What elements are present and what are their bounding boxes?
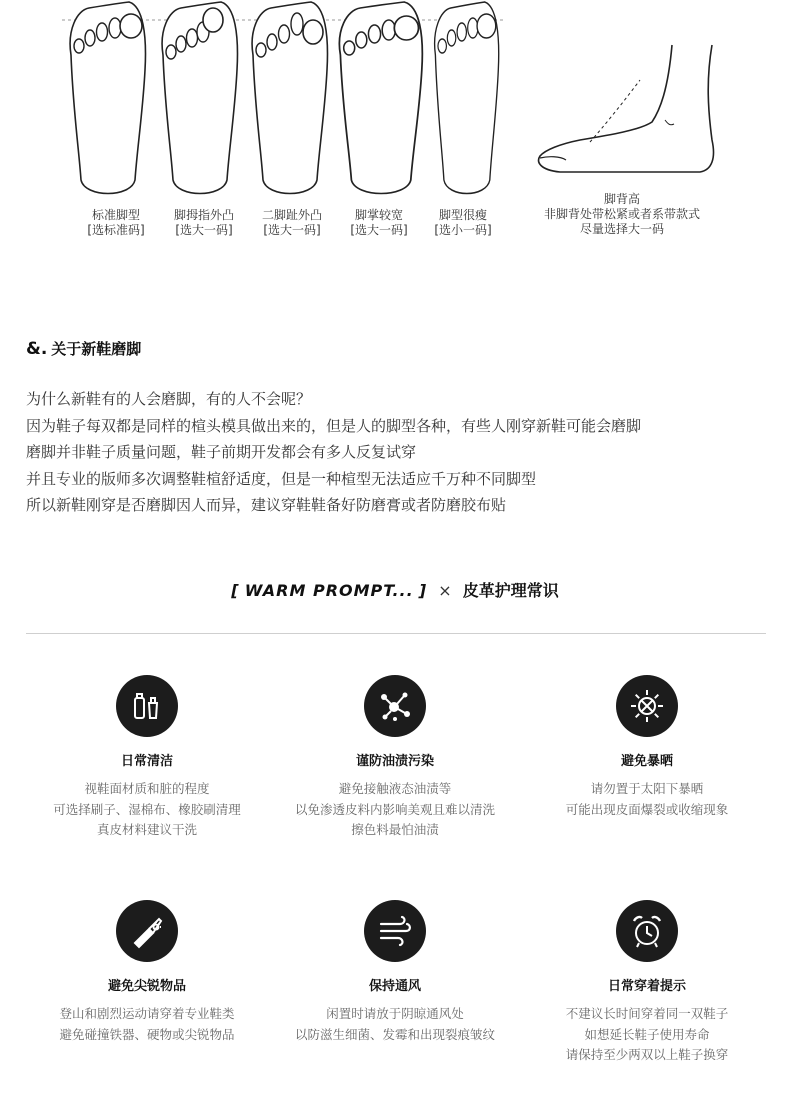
tip-description: [22, 1004, 272, 1045]
tip-line: 真皮材料建议干洗: [96, 822, 197, 837]
tip-ventilation: [270, 900, 520, 1045]
foot-size-advice: [选大一码]: [263, 223, 321, 237]
paragraph-line: 为什么新鞋有的人会磨脚，有的人不会呢？: [26, 390, 312, 408]
tip-line: 以防滋生细菌、发霉和出现裂痕皱纹: [294, 1026, 495, 1042]
tip-daily-cleaning: [22, 675, 272, 841]
wind-icon: [364, 900, 426, 962]
foot-size-advice: [选大一码]: [175, 223, 233, 237]
warm-prompt-label: WARM PROMPT...: [244, 581, 414, 600]
section-title-text: 关于新鞋磨脚: [51, 340, 142, 358]
foot-type-name: 脚掌较宽: [354, 208, 403, 222]
tip-title: 谨防油渍污染: [355, 754, 434, 769]
tip-avoid-sun: [522, 675, 772, 820]
tip-daily-wear: [522, 900, 772, 1066]
foot-high-instep: [539, 45, 714, 172]
instep-name: 脚背高: [603, 192, 640, 206]
tip-line: 视鞋面材质和脏的程度: [84, 781, 210, 796]
tip-title: 日常清洁: [120, 754, 173, 769]
foot-slim: [435, 2, 499, 194]
foot-second-toe: [252, 2, 327, 194]
tip-line: 避免碰撞铁器、硬物或尖锐物品: [59, 1026, 235, 1042]
paragraph-line: 因为鞋子每双都是同样的楦头模具做出来的，但是人的脚型各种，有些人刚穿新鞋可能会磨脚: [26, 416, 642, 435]
section-divider: [26, 633, 766, 634]
tip-line: 避免接触液态油渍等: [338, 781, 452, 796]
tip-line: 请保持至少两双以上鞋子换穿: [565, 1047, 729, 1062]
tip-title: 日常穿着提示: [607, 979, 686, 994]
tip-line: 如想延长鞋子使用寿命: [584, 1026, 710, 1042]
instep-advice-2: 尽量选择大一码: [579, 222, 664, 236]
no-sun-icon: [616, 675, 678, 737]
section-marker: &.: [26, 339, 48, 359]
tip-description: [522, 1004, 772, 1066]
paragraph-line: 并且专业的版师多次调整鞋楦舒适度，但是一种楦型无法适应千万种不同脚型: [26, 469, 537, 488]
tip-avoid-sharp: [22, 900, 272, 1045]
foot-size-advice: [选大一码]: [350, 223, 408, 237]
tip-line: 请勿置于太阳下暴晒: [590, 781, 704, 796]
tip-description: [22, 779, 272, 841]
tip-line: 以免渗透皮料内影响美观且难以清洗: [294, 801, 495, 817]
foot-type-name: 脚型很瘦: [438, 208, 487, 222]
tip-line: 可能出现皮面爆裂或收缩现象: [565, 801, 729, 817]
bracket-close: ]: [418, 581, 428, 600]
foot-caption-2: [159, 208, 249, 238]
tip-oil-stain: [270, 675, 520, 841]
foot-type-name: 二脚趾外凸: [261, 208, 322, 222]
tip-title: 避免暴晒: [620, 754, 673, 769]
tip-line: 擦色料最怕油渍: [351, 822, 439, 837]
tip-title: 保持通风: [368, 979, 421, 994]
about-section-title: [26, 338, 141, 359]
foot-type-name: 脚拇指外凸: [173, 208, 234, 222]
foot-wide: [339, 2, 422, 194]
tip-description: [270, 1004, 520, 1045]
times-sign: ×: [438, 581, 452, 600]
leather-care-title: 皮革护理常识: [462, 581, 559, 600]
sharp-tool-icon: [116, 900, 178, 962]
foot-caption-3: [247, 208, 337, 238]
bracket-open: [: [231, 581, 240, 600]
paragraph-line: 磨脚并非鞋子质量问题，鞋子前期开发都会有多人反复试穿: [26, 443, 417, 461]
stain-splash-icon: [364, 675, 426, 737]
foot-type-name: 标准脚型: [91, 208, 140, 222]
foot-size-advice: [选小一码]: [434, 223, 492, 237]
alarm-clock-icon: [616, 900, 678, 962]
foot-standard: [70, 2, 145, 194]
cleaning-bottles-icon: [116, 675, 178, 737]
warm-prompt-heading: [0, 578, 790, 601]
tip-line: 可选择刷子、湿棉布、橡胶刷清理: [53, 801, 241, 817]
paragraph-line: 所以新鞋刚穿是否磨脚因人而异，建议穿鞋鞋备好防磨膏或者防磨胶布贴: [26, 496, 507, 514]
instep-caption: [512, 192, 732, 237]
foot-caption-5: [418, 208, 508, 238]
tip-line: 登山和剧烈运动请穿着专业鞋类: [59, 1006, 235, 1021]
tip-title: 避免尖锐物品: [107, 979, 186, 994]
about-paragraph: [26, 386, 641, 519]
tip-description: [522, 779, 772, 820]
foot-caption-4: [334, 208, 424, 238]
tip-line: 闲置时请放于阴晾通风处: [326, 1006, 464, 1021]
foot-caption-1: [71, 208, 161, 238]
instep-advice-1: 非脚背处带松紧或者系带款式: [543, 207, 700, 221]
foot-size-advice: [选标准码]: [87, 223, 145, 237]
tip-description: [270, 779, 520, 841]
foot-bunion: [162, 2, 237, 194]
tip-line: 不建议长时间穿着同一双鞋子: [565, 1006, 729, 1021]
